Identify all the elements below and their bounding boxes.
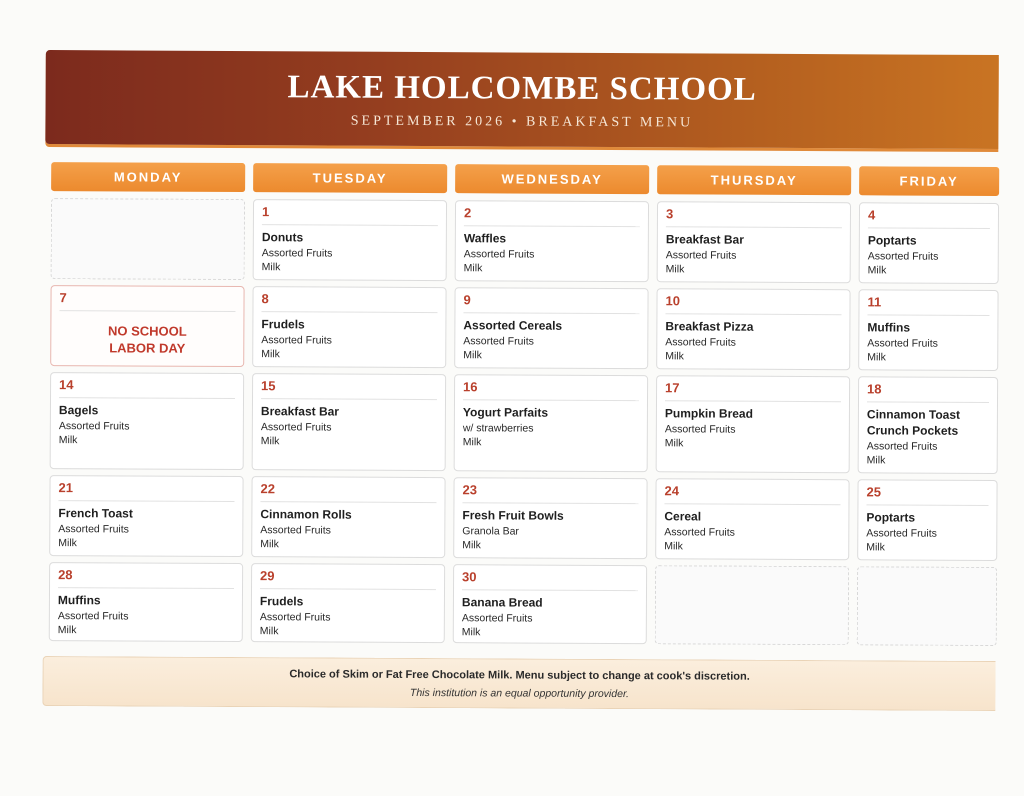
day-cell-3 bbox=[657, 201, 851, 283]
side-items bbox=[665, 422, 845, 451]
side-items bbox=[262, 246, 442, 275]
side-item: Assorted Fruits bbox=[866, 527, 937, 540]
day-cell-22 bbox=[251, 476, 445, 558]
side-item: Milk bbox=[260, 435, 280, 448]
day-cell-23 bbox=[453, 477, 647, 559]
side-items bbox=[867, 336, 993, 365]
menu-item: Waffles bbox=[463, 231, 507, 246]
side-item: Milk bbox=[57, 624, 77, 637]
side-item: Assorted Fruits bbox=[463, 248, 535, 261]
side-item: Assorted Fruits bbox=[260, 524, 331, 537]
side-item: Assorted Fruits bbox=[866, 440, 938, 453]
side-item: Milk bbox=[259, 625, 279, 638]
side-item: Milk bbox=[461, 626, 481, 639]
side-item: Granola Bar bbox=[462, 525, 519, 538]
side-item: Milk bbox=[867, 264, 887, 277]
menu-item: Donuts bbox=[261, 230, 304, 245]
menu-item: Bagels bbox=[58, 403, 99, 418]
date-number: 17 bbox=[665, 380, 841, 402]
empty-day-cell bbox=[655, 565, 849, 645]
menu-item: Poptarts bbox=[867, 233, 917, 248]
day-cell-11 bbox=[858, 289, 998, 371]
day-cell-18 bbox=[858, 376, 999, 474]
menu-item: Banana Bread bbox=[461, 595, 543, 610]
menu-item: Breakfast Bar bbox=[260, 404, 340, 419]
day-cell-24 bbox=[655, 478, 849, 560]
date-number: 9 bbox=[463, 292, 639, 314]
side-item: Milk bbox=[866, 454, 886, 467]
date-number: 2 bbox=[464, 205, 640, 227]
menu-item: Poptarts bbox=[866, 510, 916, 525]
day-header-thursday: THURSDAY bbox=[657, 165, 851, 195]
side-item: Assorted Fruits bbox=[261, 247, 333, 260]
side-items bbox=[665, 335, 845, 364]
side-items bbox=[867, 439, 993, 468]
side-items bbox=[260, 610, 440, 639]
side-item: Milk bbox=[665, 263, 685, 276]
side-items bbox=[463, 421, 643, 450]
menu-item: Frudels bbox=[261, 317, 305, 332]
side-item: Assorted Fruits bbox=[58, 523, 129, 536]
side-items bbox=[58, 609, 238, 638]
date-number: 29 bbox=[260, 568, 436, 590]
date-number: 21 bbox=[58, 480, 234, 502]
date-number: 28 bbox=[58, 567, 234, 589]
menu-subtitle: SEPTEMBER 2026 • BREAKFAST MENU bbox=[350, 113, 694, 131]
side-items bbox=[463, 334, 643, 363]
side-item: Milk bbox=[261, 261, 281, 274]
date-number: 18 bbox=[867, 381, 989, 403]
side-items bbox=[58, 522, 238, 551]
side-items bbox=[664, 525, 844, 554]
side-item: Milk bbox=[462, 436, 482, 449]
menu-item: Fresh Fruit Bowls bbox=[462, 508, 564, 523]
side-items bbox=[260, 523, 440, 552]
date-number: 14 bbox=[59, 377, 235, 399]
side-item: Assorted Fruits bbox=[259, 611, 331, 624]
day-cell-25 bbox=[857, 479, 997, 561]
side-item: Assorted Fruits bbox=[463, 335, 534, 348]
milk-note: Choice of Skim or Fat Free Chocolate Milk. Menu subject to change at cook's discretion. bbox=[289, 668, 750, 683]
day-cell-8 bbox=[252, 286, 446, 368]
empty-day-cell bbox=[51, 198, 245, 280]
empty-day-cell bbox=[857, 566, 997, 646]
menu-item: Breakfast Bar bbox=[665, 232, 744, 247]
day-cell-10 bbox=[656, 288, 850, 370]
day-cell-16 bbox=[454, 374, 649, 472]
side-item: Assorted Fruits bbox=[867, 337, 938, 350]
date-number: 10 bbox=[665, 293, 841, 315]
holiday-note bbox=[51, 322, 243, 357]
menu-item: Cinnamon Toast Crunch Pockets bbox=[866, 407, 961, 438]
side-items bbox=[462, 524, 642, 553]
menu-item: Cereal bbox=[664, 509, 702, 524]
date-number: 22 bbox=[260, 481, 436, 503]
date-number: 7 bbox=[59, 290, 235, 312]
side-items bbox=[261, 420, 441, 449]
day-cell-21 bbox=[49, 475, 243, 557]
menu-item: Muffins bbox=[57, 593, 101, 608]
side-items bbox=[868, 249, 994, 278]
date-number: 1 bbox=[262, 204, 438, 226]
school-title: LAKE HOLCOMBE SCHOOL bbox=[287, 69, 757, 108]
side-item: Assorted Fruits bbox=[665, 336, 736, 349]
side-items bbox=[59, 419, 239, 448]
side-item: Assorted Fruits bbox=[260, 421, 332, 434]
day-cell-28 bbox=[49, 562, 243, 642]
day-header-monday: MONDAY bbox=[51, 162, 245, 192]
side-item: Assorted Fruits bbox=[664, 526, 735, 539]
side-item: Milk bbox=[463, 349, 482, 362]
holiday-line: NO SCHOOL bbox=[107, 323, 187, 339]
date-number: 23 bbox=[462, 482, 638, 504]
menu-item: French Toast bbox=[58, 506, 133, 521]
menu-item: Frudels bbox=[259, 594, 304, 609]
side-item: Milk bbox=[664, 437, 684, 450]
side-item: Milk bbox=[58, 434, 78, 447]
day-cell-15 bbox=[252, 373, 447, 471]
menu-item: Yogurt Parfaits bbox=[462, 405, 549, 420]
side-items bbox=[866, 526, 992, 555]
date-number: 3 bbox=[666, 206, 842, 228]
side-items bbox=[464, 247, 644, 276]
side-item: Milk bbox=[866, 541, 885, 554]
side-item: Milk bbox=[463, 262, 483, 275]
side-item: Assorted Fruits bbox=[665, 249, 737, 262]
side-items bbox=[666, 248, 846, 277]
date-number: 15 bbox=[261, 378, 437, 400]
side-item: Milk bbox=[664, 540, 683, 553]
footer-note bbox=[42, 656, 995, 711]
side-item: Assorted Fruits bbox=[867, 250, 939, 263]
day-header-wednesday: WEDNESDAY bbox=[455, 164, 649, 194]
side-item: Assorted Fruits bbox=[58, 420, 130, 433]
day-cell-7 bbox=[50, 285, 244, 367]
day-cell-9 bbox=[454, 287, 648, 369]
menu-item: Muffins bbox=[867, 320, 911, 335]
day-cell-29 bbox=[251, 563, 445, 643]
date-number: 24 bbox=[664, 483, 840, 505]
day-cell-2 bbox=[455, 200, 649, 282]
date-number: 4 bbox=[868, 207, 990, 229]
holiday-line: LABOR DAY bbox=[109, 340, 186, 356]
side-item: Assorted Fruits bbox=[461, 612, 533, 625]
side-item: Assorted Fruits bbox=[261, 334, 332, 347]
menu-item: Cinnamon Rolls bbox=[260, 507, 352, 522]
side-item: Assorted Fruits bbox=[57, 610, 129, 623]
day-cell-4 bbox=[859, 202, 999, 284]
side-item: Milk bbox=[462, 539, 481, 552]
equal-opportunity-statement: This institution is an equal opportunity provider. bbox=[409, 686, 630, 701]
side-item: Assorted Fruits bbox=[664, 423, 736, 436]
side-item: Milk bbox=[261, 348, 280, 361]
date-number: 8 bbox=[261, 291, 437, 313]
side-item: Milk bbox=[58, 537, 77, 550]
date-number: 16 bbox=[463, 379, 639, 401]
header-banner bbox=[45, 50, 998, 149]
day-header-friday: FRIDAY bbox=[859, 166, 999, 196]
date-number: 30 bbox=[462, 569, 638, 591]
date-number: 25 bbox=[866, 484, 988, 506]
day-cell-1 bbox=[253, 199, 447, 281]
side-item: Milk bbox=[665, 350, 684, 363]
side-items bbox=[261, 333, 441, 362]
side-item: Milk bbox=[260, 538, 279, 551]
day-header-tuesday: TUESDAY bbox=[253, 163, 447, 193]
day-cell-17 bbox=[656, 375, 851, 473]
menu-item: Breakfast Pizza bbox=[665, 319, 754, 334]
menu-item: Pumpkin Bread bbox=[664, 406, 754, 421]
day-cell-30 bbox=[453, 564, 647, 644]
day-cell-14 bbox=[50, 372, 245, 470]
side-items bbox=[462, 611, 642, 640]
date-number: 11 bbox=[867, 294, 989, 316]
side-item: Milk bbox=[867, 351, 886, 364]
menu-item: Assorted Cereals bbox=[463, 318, 563, 333]
side-item: w/ strawberries bbox=[462, 422, 534, 435]
